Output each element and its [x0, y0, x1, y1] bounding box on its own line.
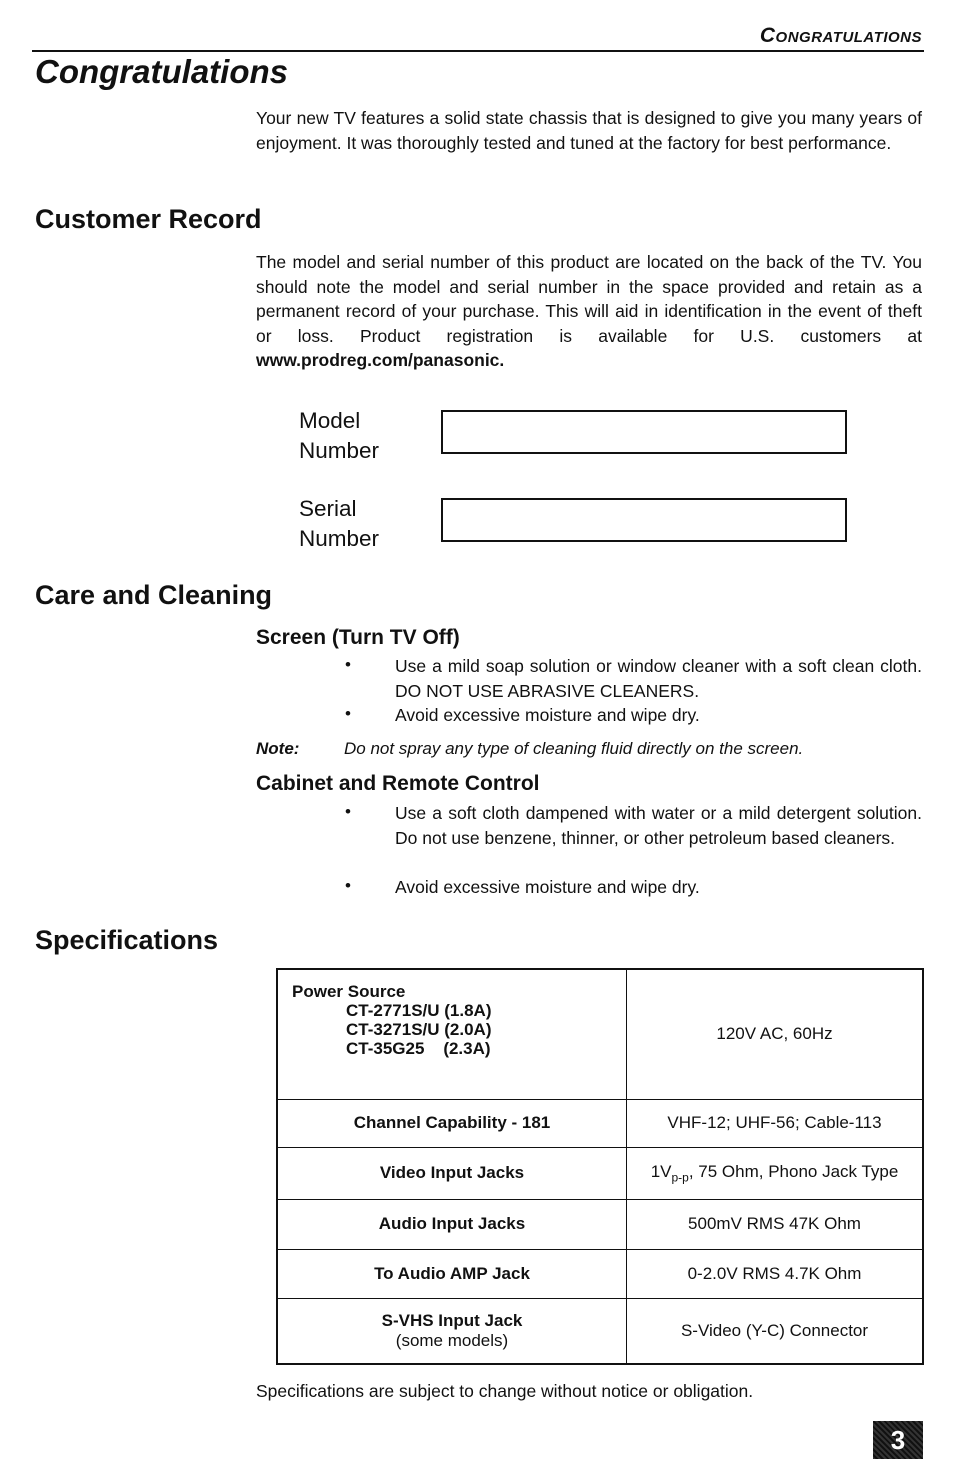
customer-record-paragraph: [256, 250, 922, 373]
table-row: [277, 1298, 923, 1364]
serial-number-field[interactable]: [441, 498, 847, 542]
header-rule: [32, 50, 924, 52]
registration-link[interactable]: www.prodreg.com/panasonic.: [256, 350, 505, 370]
specifications-footnote: Specifications are subject to change without notice or obligation.: [256, 1381, 754, 1401]
power-source-value: 120V AC, 60Hz: [627, 969, 924, 1099]
specifications-table: [276, 968, 924, 1365]
bullet-marker: •: [345, 876, 351, 895]
bullet-marker: •: [345, 802, 351, 821]
video-value-pre: 1V: [650, 1161, 672, 1181]
customer-record-heading: Customer Record: [35, 204, 262, 234]
serial-number-label: [299, 494, 379, 554]
spec-value: [627, 1147, 924, 1199]
power-model-1: CT-2771S/U (1.8A): [346, 1001, 492, 1020]
serial-label-line-2: Number: [299, 526, 380, 551]
cabinet-bullet-1: Use a soft cloth dampened with water or a mild detergent solution. Do not use benzene, thinner, or other petroleum based cleaners.: [395, 803, 922, 848]
note-label: Note:: [256, 739, 300, 758]
screen-bullet-2: Avoid excessive moisture and wipe dry.: [395, 705, 700, 725]
cabinet-bullet-2: Avoid excessive moisture and wipe dry.: [395, 877, 700, 897]
spec-label: Channel Capability - 181: [277, 1099, 627, 1147]
spec-value: 0-2.0V RMS 4.7K Ohm: [627, 1249, 924, 1298]
table-row: [277, 1199, 923, 1249]
svhs-label-sub: (some models): [395, 1330, 509, 1350]
model-number-label: [299, 406, 379, 466]
table-row: [277, 969, 923, 1099]
spec-label: [277, 1298, 627, 1364]
cabinet-subheading: Cabinet and Remote Control: [256, 772, 540, 795]
power-model-3: CT-35G25 (2.3A): [346, 1039, 491, 1058]
page-number-badge: 3: [873, 1421, 923, 1459]
power-source-cell: [277, 969, 627, 1099]
model-label-line-1: Model: [299, 408, 361, 433]
serial-label-line-1: Serial: [299, 496, 357, 521]
spec-label: Audio Input Jacks: [277, 1199, 627, 1249]
customer-record-text: The model and serial number of this product are located on the back of the TV. You should note the model and serial number in the space provided and retain as a permanent record of your purchase. This will aid in identification in the event of theft or loss. Product registration is available for U.S. customers at: [256, 252, 922, 346]
screen-subheading: Screen (Turn TV Off): [256, 626, 460, 649]
spec-value: VHF-12; UHF-56; Cable-113: [627, 1099, 924, 1147]
spec-value: S-Video (Y-C) Connector: [627, 1298, 924, 1364]
care-cleaning-heading: Care and Cleaning: [35, 580, 273, 610]
video-value-sub: p-p: [671, 1170, 689, 1185]
svhs-label: S-VHS Input Jack: [381, 1310, 523, 1330]
bullet-marker: •: [345, 655, 351, 674]
table-row: [277, 1249, 923, 1298]
intro-paragraph: Your new TV features a solid state chassis that is designed to give you many years of enjoyment. It was thoroughly tested and tuned at the factory for best performance.: [256, 108, 922, 153]
specifications-heading: Specifications: [35, 925, 219, 955]
power-model-2: CT-3271S/U (2.0A): [346, 1020, 492, 1039]
table-row: [277, 1099, 923, 1147]
power-source-label: Power Source: [292, 982, 406, 1001]
spec-label: To Audio AMP Jack: [277, 1249, 627, 1298]
bullet-marker: •: [345, 704, 351, 723]
table-row: [277, 1147, 923, 1199]
screen-bullet-1: Use a mild soap solution or window cleaner with a soft clean cloth. DO NOT USE ABRASIVE CLEANERS.: [395, 656, 922, 701]
model-label-line-2: Number: [299, 438, 380, 463]
note-text: Do not spray any type of cleaning fluid directly on the screen.: [344, 739, 804, 758]
spec-label: Video Input Jacks: [277, 1147, 627, 1199]
video-value-post: , 75 Ohm, Phono Jack Type: [688, 1161, 899, 1181]
spec-value: 500mV RMS 47K Ohm: [627, 1199, 924, 1249]
running-head: Congratulations: [759, 24, 922, 47]
page-title: Congratulations: [35, 53, 288, 90]
model-number-field[interactable]: [441, 410, 847, 454]
